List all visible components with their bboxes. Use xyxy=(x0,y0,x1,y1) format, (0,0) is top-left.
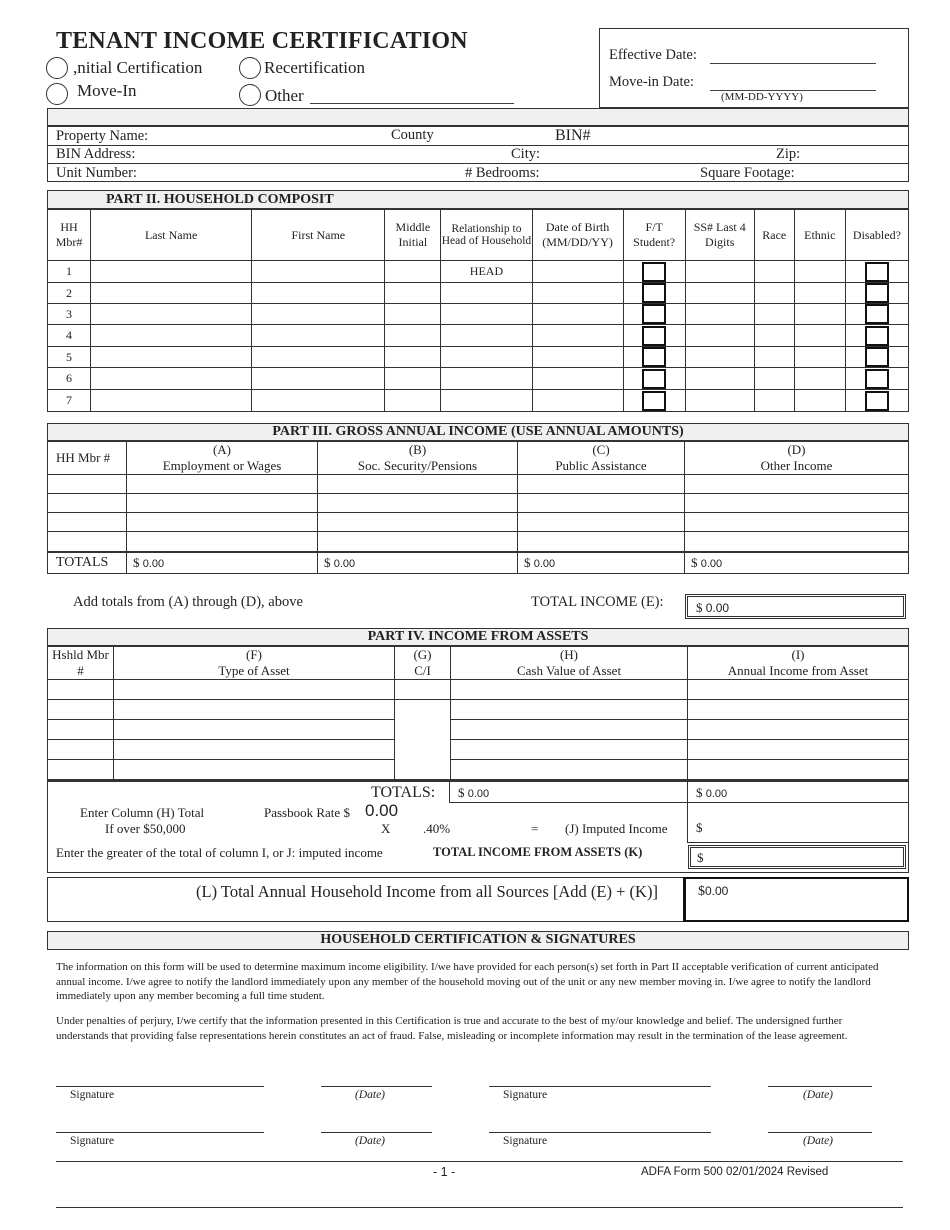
certification-paragraph-1: The information on this form will be used to determine maximum income eligibility. I/we have provided for each person(s) set forth in Part II acceptable verification of current anticipated annual income. I/we agree to notify the landlord immediately upon any member of the household moving out of the unit or any new member moving in. I/we agree to notify the landlord immediately upon any member becoming a full time student. xyxy=(56,961,879,1002)
date-label: (Date) xyxy=(355,1135,386,1147)
disabled-checkbox[interactable] xyxy=(865,262,889,282)
footer-top-rule xyxy=(56,1161,903,1162)
date-label: (Date) xyxy=(803,1089,834,1101)
disabled-checkbox[interactable] xyxy=(865,347,889,367)
row-number: 2 xyxy=(48,283,91,304)
asset-totals-label: TOTALS: xyxy=(371,784,436,801)
table-row xyxy=(48,368,909,390)
total-a: $ 0.00 xyxy=(127,552,318,574)
property-header-bar xyxy=(47,108,909,126)
table-row xyxy=(48,532,909,552)
form-id: ADFA Form 500 02/01/2024 Revised xyxy=(641,1166,829,1178)
square-footage-label: Square Footage: xyxy=(700,165,795,181)
if-over-text: If over $50,000 xyxy=(105,821,186,836)
table-row xyxy=(48,347,909,368)
total-cash-value-field[interactable]: $ 0.00 xyxy=(449,781,688,803)
total-d: $ 0.00 xyxy=(685,552,909,574)
county-label: County xyxy=(391,127,434,143)
row-number: 5 xyxy=(48,347,91,368)
row-number: 4 xyxy=(48,325,91,347)
zip-label: Zip: xyxy=(776,146,801,162)
certification-title: HOUSEHOLD CERTIFICATION & SIGNATURES xyxy=(47,931,909,950)
form-title: TENANT INCOME CERTIFICATION xyxy=(56,28,468,54)
other-label: Other xyxy=(265,86,304,105)
col-employment: (A) Employment or Wages xyxy=(127,442,318,475)
signature-line[interactable] xyxy=(489,1132,711,1133)
row-number: 7 xyxy=(48,390,91,412)
col-other-income: (D) Other Income xyxy=(685,442,909,475)
head-label: HEAD xyxy=(441,261,532,283)
table-row xyxy=(48,494,909,513)
gross-income-table xyxy=(47,441,909,574)
page-number: - 1 - xyxy=(433,1165,456,1179)
table-row xyxy=(48,760,909,780)
date-line[interactable] xyxy=(321,1086,432,1087)
assets-table xyxy=(47,646,909,780)
ft-student-checkbox[interactable] xyxy=(642,262,666,282)
total-c: $ 0.00 xyxy=(518,552,685,574)
bin-label: BIN# xyxy=(555,127,591,144)
table-row xyxy=(48,304,909,325)
part2-title: PART II. HOUSEHOLD COMPOSIT xyxy=(47,190,909,209)
table-row xyxy=(48,740,909,760)
move-in-date-input[interactable] xyxy=(710,75,876,91)
disabled-checkbox[interactable] xyxy=(865,304,889,324)
signature-label: Signature xyxy=(70,1089,115,1101)
col-relationship: Relationship to Head of Household xyxy=(441,210,532,261)
ft-student-checkbox[interactable] xyxy=(642,326,666,346)
col-type-of-asset: (F) Type of Asset xyxy=(114,647,395,680)
total-assets-k-field[interactable]: $ xyxy=(688,845,906,869)
footer-bottom-rule xyxy=(56,1207,903,1208)
recertification-radio[interactable] xyxy=(239,57,261,84)
disabled-checkbox[interactable] xyxy=(865,391,889,411)
ft-student-checkbox[interactable] xyxy=(642,304,666,324)
table-row xyxy=(48,513,909,532)
effective-date-label: Effective Date: xyxy=(609,47,697,63)
equals-sign: = xyxy=(531,821,539,836)
col-ci: (G) C/I xyxy=(395,647,451,680)
date-line[interactable] xyxy=(768,1086,872,1087)
signature-label: Signature xyxy=(503,1135,548,1147)
initial-certification-label: ,nitial Certification xyxy=(73,58,203,77)
col-hh-mbr: HH Mbr # xyxy=(48,442,127,475)
col-soc-security: (B) Soc. Security/Pensions xyxy=(318,442,518,475)
col-last-name: Last Name xyxy=(91,210,252,261)
date-line[interactable] xyxy=(768,1132,872,1133)
col-cash-value: (H) Cash Value of Asset xyxy=(451,647,688,680)
move-in-label: Move-In xyxy=(77,81,137,100)
table-row xyxy=(48,475,909,494)
col-date-of-birth: Date of Birth (MM/DD/YY) xyxy=(532,210,623,261)
signature-line[interactable] xyxy=(56,1132,264,1133)
disabled-checkbox[interactable] xyxy=(865,283,889,303)
add-totals-text: Add totals from (A) through (D), above xyxy=(73,594,303,610)
ft-student-checkbox[interactable] xyxy=(642,391,666,411)
total-l-field[interactable]: $0.00 xyxy=(683,877,909,922)
table-row xyxy=(48,680,909,700)
table-row xyxy=(48,283,909,304)
table-row xyxy=(48,720,909,740)
total-income-e-field[interactable]: $ 0.00 xyxy=(685,594,906,619)
multiply-sign: X xyxy=(381,821,391,836)
unit-number-label: Unit Number: xyxy=(56,165,137,181)
disabled-checkbox[interactable] xyxy=(865,326,889,346)
imputed-income-field[interactable]: $ xyxy=(687,803,909,843)
signature-label: Signature xyxy=(503,1089,548,1101)
col-public-assistance: (C) Public Assistance xyxy=(518,442,685,475)
col-race: Race xyxy=(754,210,794,261)
col-ft-student: F/T Student? xyxy=(623,210,685,261)
date-format-hint: (MM-DD-YYYY) xyxy=(721,91,803,103)
part3-title: PART III. GROSS ANNUAL INCOME (USE ANNUAL AMOUNTS) xyxy=(47,423,909,441)
passbook-rate-label: Passbook Rate $ xyxy=(264,805,350,820)
move-in-radio[interactable] xyxy=(46,83,68,110)
total-b: $ 0.00 xyxy=(318,552,518,574)
bedrooms-label: # Bedrooms: xyxy=(465,165,540,181)
property-name-label: Property Name: xyxy=(56,128,149,144)
row-number: 6 xyxy=(48,368,91,390)
table-row xyxy=(48,390,909,412)
table-row xyxy=(48,700,909,720)
greater-text: Enter the greater of the total of column I, or J: imputed income xyxy=(56,845,383,860)
col-disabled: Disabled? xyxy=(845,210,908,261)
row-number: 1 xyxy=(48,261,91,283)
col-ethnic: Ethnic xyxy=(794,210,845,261)
table-row xyxy=(48,325,909,347)
total-assets-k-label: TOTAL INCOME FROM ASSETS (K) xyxy=(433,845,643,859)
date-label: (Date) xyxy=(803,1135,834,1147)
signature-line[interactable] xyxy=(56,1086,264,1087)
col-annual-income-asset: (I) Annual Income from Asset xyxy=(688,647,909,680)
col-middle-initial: Middle Initial xyxy=(385,210,441,261)
passbook-rate-value[interactable]: 0.00 xyxy=(365,801,399,820)
col-hh-mbr: HH Mbr# xyxy=(48,210,91,261)
col-first-name: First Name xyxy=(252,210,385,261)
disabled-checkbox[interactable] xyxy=(865,369,889,389)
certification-paragraph-2: Under penalties of perjury, I/we certify that the information presented in this Certification is true and accurate to the best of my/our knowledge and belief. The undersigned further understands that providing false representations herein constitutes an act of fraud. False, misleading or incomplete information may result in the termination of the lease agreement. xyxy=(56,1015,848,1042)
date-label: (Date) xyxy=(355,1089,386,1101)
recertification-label: Recertification xyxy=(264,58,366,77)
date-line[interactable] xyxy=(321,1132,432,1133)
other-input[interactable] xyxy=(310,86,514,104)
initial-certification-radio[interactable] xyxy=(46,57,68,84)
rate-value: .40% xyxy=(423,821,451,836)
part4-title: PART IV. INCOME FROM ASSETS xyxy=(47,628,909,646)
city-label: City: xyxy=(511,146,541,162)
row-number: 3 xyxy=(48,304,91,325)
effective-date-input[interactable] xyxy=(710,48,876,64)
household-table xyxy=(47,209,909,412)
total-asset-income-field[interactable]: $ 0.00 xyxy=(687,781,909,803)
col-ss-last4: SS# Last 4 Digits xyxy=(685,210,754,261)
move-in-date-label: Move-in Date: xyxy=(609,74,694,90)
totals-label: TOTALS xyxy=(48,552,127,574)
bin-address-label: BIN Address: xyxy=(56,146,136,162)
col-hshld-mbr: Hshld Mbr # xyxy=(48,647,114,680)
ft-student-checkbox[interactable] xyxy=(642,283,666,303)
ft-student-checkbox[interactable] xyxy=(642,347,666,367)
enter-column-h-text: Enter Column (H) Total xyxy=(80,805,205,820)
signature-label: Signature xyxy=(70,1135,115,1147)
imputed-income-label: (J) Imputed Income xyxy=(565,821,668,836)
ft-student-checkbox[interactable] xyxy=(642,369,666,389)
other-radio[interactable] xyxy=(239,84,261,111)
signature-line[interactable] xyxy=(489,1086,711,1087)
total-income-e-label: TOTAL INCOME (E): xyxy=(531,594,664,610)
total-l-label: (L) Total Annual Household Income from all Sources [Add (E) + (K)] xyxy=(196,882,658,901)
table-row xyxy=(48,261,909,283)
